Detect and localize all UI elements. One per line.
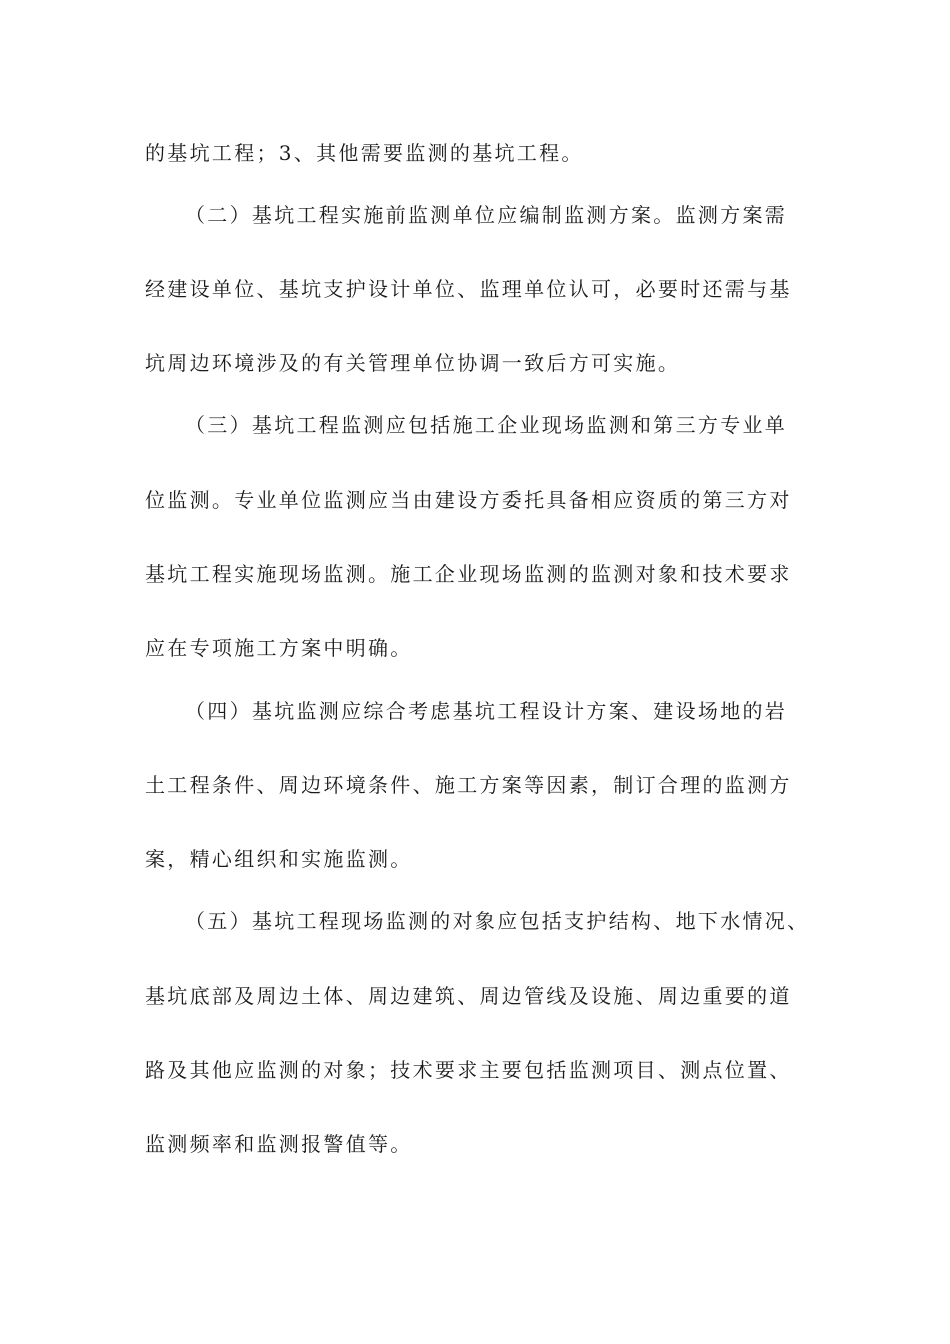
text-line: 基坑底部及周边土体、周边建筑、周边管线及设施、周边重要的道 [145,984,792,1008]
text-line: 的基坑工程；3、其他需要监测的基坑工程。 [145,141,584,165]
text-line: 路及其他应监测的对象；技术要求主要包括监测项目、测点位置、 [145,1058,792,1082]
text-line: 基坑工程实施现场监测。施工企业现场监测的监测对象和技术要求 [145,562,792,586]
text-line: 案，精心组织和实施监测。 [145,847,413,871]
text-line: 位监测。专业单位监测应当由建设方委托具备相应资质的第三方对 [145,488,792,512]
text-line: 监测频率和监测报警值等。 [145,1132,413,1156]
paragraph-4-start: （四）基坑监测应综合考虑基坑工程设计方案、建设场地的岩 [185,699,788,723]
paragraph-2-start: （二）基坑工程实施前监测单位应编制监测方案。监测方案需 [185,203,788,227]
paragraph-3-start: （三）基坑工程监测应包括施工企业现场监测和第三方专业单 [185,413,788,437]
text-line: 土工程条件、周边环境条件、施工方案等因素，制订合理的监测方 [145,773,792,797]
text-line: 应在专项施工方案中明确。 [145,636,413,660]
text-line: 坑周边环境涉及的有关管理单位协调一致后方可实施。 [145,351,681,375]
paragraph-5-start: （五）基坑工程现场监测的对象应包括支护结构、地下水情况、 [185,909,810,933]
text-line: 经建设单位、基坑支护设计单位、监理单位认可，必要时还需与基 [145,277,792,301]
